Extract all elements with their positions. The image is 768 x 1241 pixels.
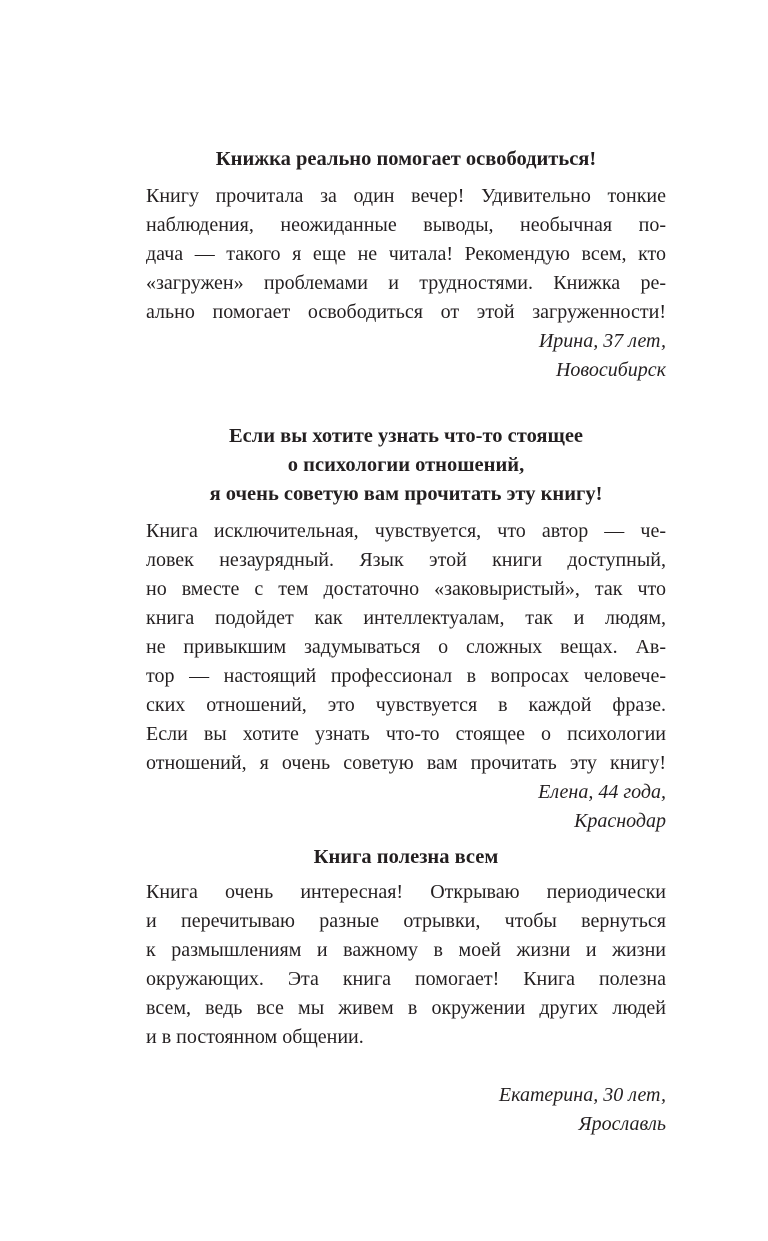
- review-text-line: и в постоянном общении.: [146, 1026, 364, 1048]
- review-text-line: Книгу прочитала за один вечер! Удивительно тонкие: [146, 185, 666, 207]
- review-title-line: Если вы хотите узнать что-то стоящее: [228, 425, 584, 447]
- review-title: Книга полезна всем: [313, 846, 499, 868]
- review-text-line: всем, ведь все мы живем в окружении других людей: [146, 997, 666, 1019]
- review-title-line: я очень советую вам прочитать эту книгу!: [209, 483, 603, 505]
- review-text-line: Книга очень интересная! Открываю периодически: [146, 881, 666, 903]
- review-text-line: книга подойдет как интеллектуалам, так и людям,: [146, 607, 666, 629]
- review-city: Новосибирск: [555, 359, 666, 381]
- review-text-line: ально помогает освободиться от этой загруженности!: [146, 301, 666, 323]
- review-text-line: и перечитываю разные отрывки, чтобы вернуться: [146, 910, 666, 932]
- review-title: Книжка реально помогает освободиться!: [215, 148, 597, 170]
- review-city: Ярославль: [578, 1113, 666, 1135]
- review-author: Ирина, 37 лет,: [538, 330, 666, 352]
- review-text-line: не привыкшим задумываться о сложных вещах. Ав-: [146, 636, 666, 658]
- review-2: [146, 422, 666, 836]
- review-author: Елена, 44 года,: [538, 781, 666, 803]
- review-text-line: «загружен» проблемами и трудностями. Книжка ре-: [146, 272, 666, 294]
- review-text-line: к размышлениям и важному в моей жизни и жизни: [146, 939, 666, 961]
- review-text-line: наблюдения, неожиданные выводы, необычная по-: [146, 214, 666, 236]
- review-text-line: тор — настоящий профессионал в вопросах человече-: [146, 665, 666, 687]
- review-1: [146, 145, 666, 385]
- review-text-line: дача — такого я еще не читала! Рекомендую всем, кто: [146, 243, 666, 265]
- review-title-line: о психологии отношений,: [287, 454, 525, 476]
- review-text-line: но вместе с тем достаточно «заковыристый», так что: [146, 578, 666, 600]
- review-text-line: отношений, я очень советую вам прочитать эту книгу!: [146, 752, 666, 774]
- review-text-line: окружающих. Эта книга помогает! Книга полезна: [146, 968, 666, 990]
- review-text-line: ловек незаурядный. Язык этой книги доступный,: [146, 549, 666, 571]
- review-city: Краснодар: [574, 810, 666, 832]
- review-text-line: Книга исключительная, чувствуется, что автор — че-: [146, 520, 666, 542]
- review-3: [146, 843, 666, 1139]
- review-text-line: ских отношений, это чувствуется в каждой фразе.: [146, 694, 666, 716]
- review-text-line: Если вы хотите узнать что-то стоящее о психологии: [146, 723, 666, 745]
- review-author: Екатерина, 30 лет,: [498, 1084, 666, 1106]
